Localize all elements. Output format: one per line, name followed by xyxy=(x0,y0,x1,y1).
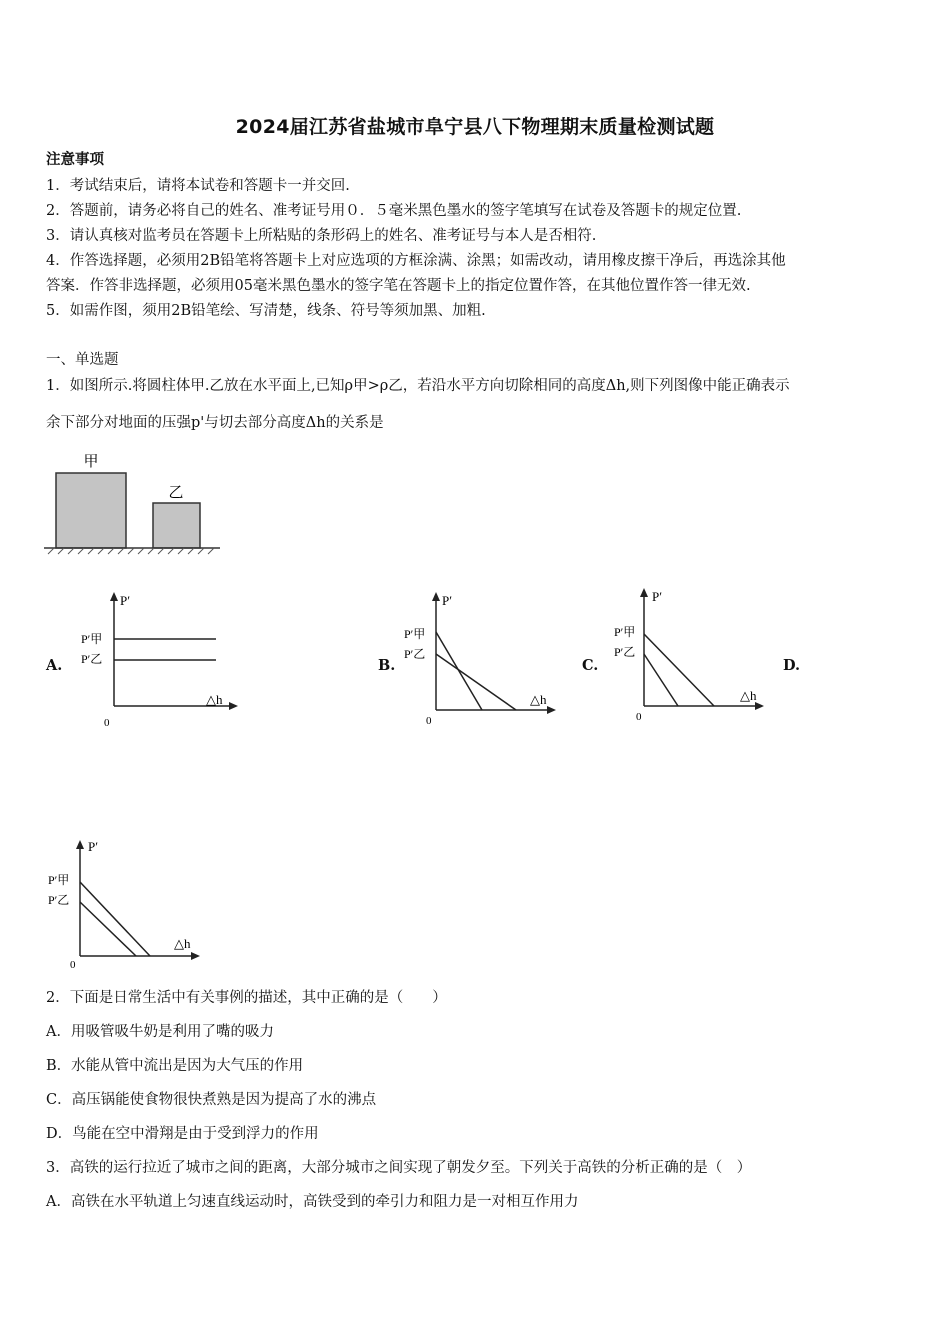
notice-item: 1．考试结束后，请将本试卷和答题卡一并交回. xyxy=(46,178,350,194)
p-yi-label: P′乙 xyxy=(404,647,426,661)
graph-c xyxy=(610,584,775,729)
notice-item: 2．答题前，请务必将自己的姓名、准考证号用０．５毫米黑色墨水的签字笔填写在试卷及答题卡的规定位置. xyxy=(46,203,742,219)
graph-d xyxy=(46,836,211,971)
question-1-stem-cont: 余下部分对地面的压强p'与切去部分高度Δh的关系是 xyxy=(46,415,384,431)
option-a-label[interactable]: A. xyxy=(46,657,63,674)
label-jia: 甲 xyxy=(83,454,99,470)
cylinders-figure xyxy=(40,450,230,560)
origin-label: 0 xyxy=(104,717,110,729)
y-label: P′ xyxy=(652,589,663,604)
x-label: △h xyxy=(174,936,191,951)
p-yi-label: P′乙 xyxy=(81,652,103,666)
graph-a xyxy=(76,588,241,733)
option-d-label[interactable]: D. xyxy=(783,657,801,674)
question-3-stem: 3．高铁的运行拉近了城市之间的距离，大部分城市之间实现了朝发夕至。下列关于高铁的分析正确的是（ ） xyxy=(46,1160,752,1176)
p-jia-label: P′甲 xyxy=(404,627,426,641)
label-yi: 乙 xyxy=(168,485,184,501)
x-label: △h xyxy=(206,692,223,707)
cylinder-jia xyxy=(56,473,126,548)
page-title: 2024届江苏省盐城市阜宁县八下物理期末质量检测试题 xyxy=(235,116,715,138)
y-axis-arrow xyxy=(640,588,648,597)
line-yi xyxy=(436,654,516,710)
p-yi-label: P′乙 xyxy=(614,645,636,659)
question-3-option-a[interactable]: A．高铁在水平轨道上匀速直线运动时，高铁受到的牵引力和阻力是一对相互作用力 xyxy=(46,1194,579,1210)
y-label: P′ xyxy=(88,839,99,854)
ground-hatch xyxy=(48,548,214,554)
p-jia-label: P′甲 xyxy=(614,625,636,639)
graph-b xyxy=(400,588,565,733)
section-heading: 一、单选题 xyxy=(46,352,119,368)
notice-heading: 注意事项 xyxy=(46,151,104,168)
origin-label: 0 xyxy=(426,715,432,727)
question-2-option-d[interactable]: D．鸟能在空中滑翔是由于受到浮力的作用 xyxy=(46,1126,319,1142)
p-jia-label: P′甲 xyxy=(81,632,103,646)
y-axis-arrow xyxy=(76,840,84,849)
x-label: △h xyxy=(530,692,547,707)
x-axis-arrow xyxy=(229,702,238,710)
question-2-stem: 2．下面是日常生活中有关事例的描述，其中正确的是（ ） xyxy=(46,990,447,1006)
p-yi-label: P′乙 xyxy=(48,893,70,907)
notice-item: 答案．作答非选择题，必须用05毫米黑色墨水的签字笔在答题卡上的指定位置作答，在其他位置作答一律无效. xyxy=(46,278,751,294)
origin-label: 0 xyxy=(636,711,642,723)
origin-label: 0 xyxy=(70,959,76,971)
question-1-stem: 1．如图所示.将圆柱体甲.乙放在水平面上,已知ρ甲>ρ乙，若沿水平方向切除相同的高度Δh,则下列图像中能正确表示 xyxy=(46,378,790,394)
cylinder-yi xyxy=(153,503,200,548)
question-2-option-c[interactable]: C．高压锅能使食物很快煮熟是因为提高了水的沸点 xyxy=(46,1092,377,1108)
notice-item: 4．作答选择题，必须用2B铅笔将答题卡上对应选项的方框涂满、涂黑；如需改动，请用橡皮擦干净后，再选涂其他 xyxy=(46,253,786,269)
x-axis-arrow xyxy=(547,706,556,714)
x-axis-arrow xyxy=(755,702,764,710)
line-jia xyxy=(80,882,150,956)
question-2-option-b[interactable]: B．水能从管中流出是因为大气压的作用 xyxy=(46,1058,304,1074)
notice-item: 5．如需作图，须用2B铅笔绘、写清楚，线条、符号等须加黑、加粗. xyxy=(46,303,486,319)
y-label: P′ xyxy=(442,593,453,608)
x-axis-arrow xyxy=(191,952,200,960)
option-b-label[interactable]: B. xyxy=(378,657,396,674)
line-yi xyxy=(80,902,136,956)
y-label: P′ xyxy=(120,593,131,608)
y-axis-arrow xyxy=(432,592,440,601)
line-yi xyxy=(644,654,678,706)
p-jia-label: P′甲 xyxy=(48,873,70,887)
y-axis-arrow xyxy=(110,592,118,601)
question-2-option-a[interactable]: A．用吸管吸牛奶是利用了嘴的吸力 xyxy=(46,1024,274,1040)
x-label: △h xyxy=(740,688,757,703)
option-c-label[interactable]: C. xyxy=(582,657,599,674)
notice-item: 3．请认真核对监考员在答题卡上所粘贴的条形码上的姓名、准考证号与本人是否相符. xyxy=(46,228,597,244)
